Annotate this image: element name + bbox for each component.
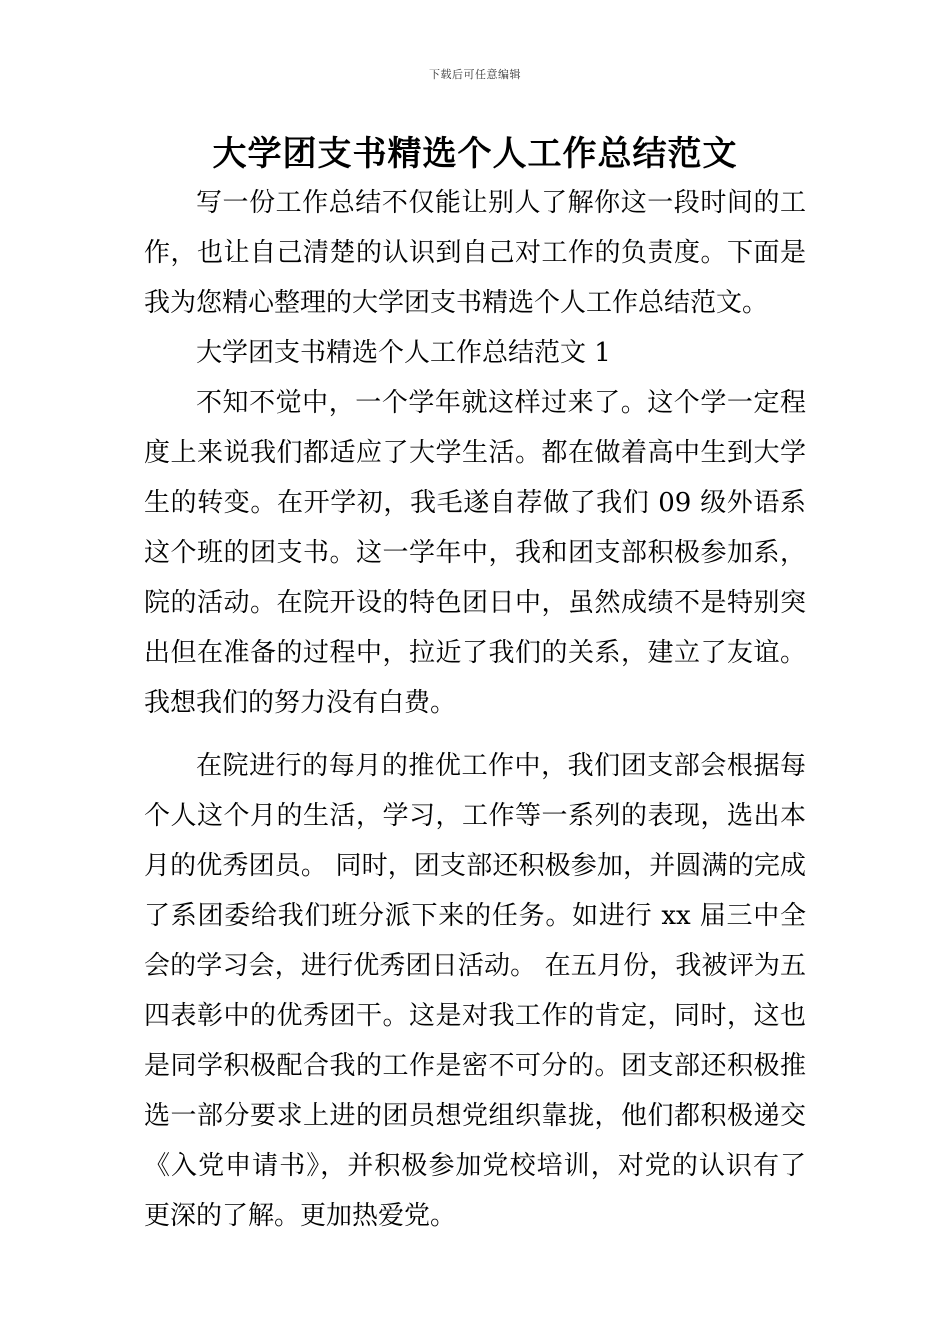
header-note: 下载后可任意编辑 <box>429 68 521 81</box>
body-paragraph: 在院进行的每月的推优工作中，我们团支部会根据每个人这个月的生活，学习，工作等一系列的表现，选出本月的优秀团员。 同时，团支部还积极参加，并圆满的完成了系团委给我们班分派下来的任务。如进行 xx 届三中全会的学习会，进行优秀团日活动。 在五月份，我被评为五四表彰中的优秀团干。这是对我工作的肯定，同时，这也是同学积极配合我的工作是密不可分的。团支部还积极推选一部分要求上进的团员想党组织靠拢，他们都积极递交《入党申请书》，并积极参加党校培训，对党的认识有了更深的了解。更加热爱党。 <box>144 751 806 1231</box>
intro-paragraph: 写一份工作总结不仅能让别人了解你这一段时间的工作，也让自己清楚的认识到自己对工作的负责度。下面是我为您精心整理的大学团支书精选个人工作总结范文。 <box>144 188 806 318</box>
body-paragraph: 不知不觉中，一个学年就这样过来了。这个学一定程度上来说我们都适应了大学生活。都在做着高中生到大学生的转变。在开学初，我毛遂自荐做了我们 09 级外语系这个班的团支书。这一学年中，我和团支部积极参加系，院的活动。在院开设的特色团日中，虽然成绩不是特别突出但在准备的过程中，拉近了我们的关系，建立了友谊。我想我们的努力没有白费。 <box>144 388 806 718</box>
document-body <box>144 178 806 1241</box>
section-heading: 大学团支书精选个人工作总结范文 1 <box>196 338 611 368</box>
document-title: 大学团支书精选个人工作总结范文 <box>212 134 738 174</box>
